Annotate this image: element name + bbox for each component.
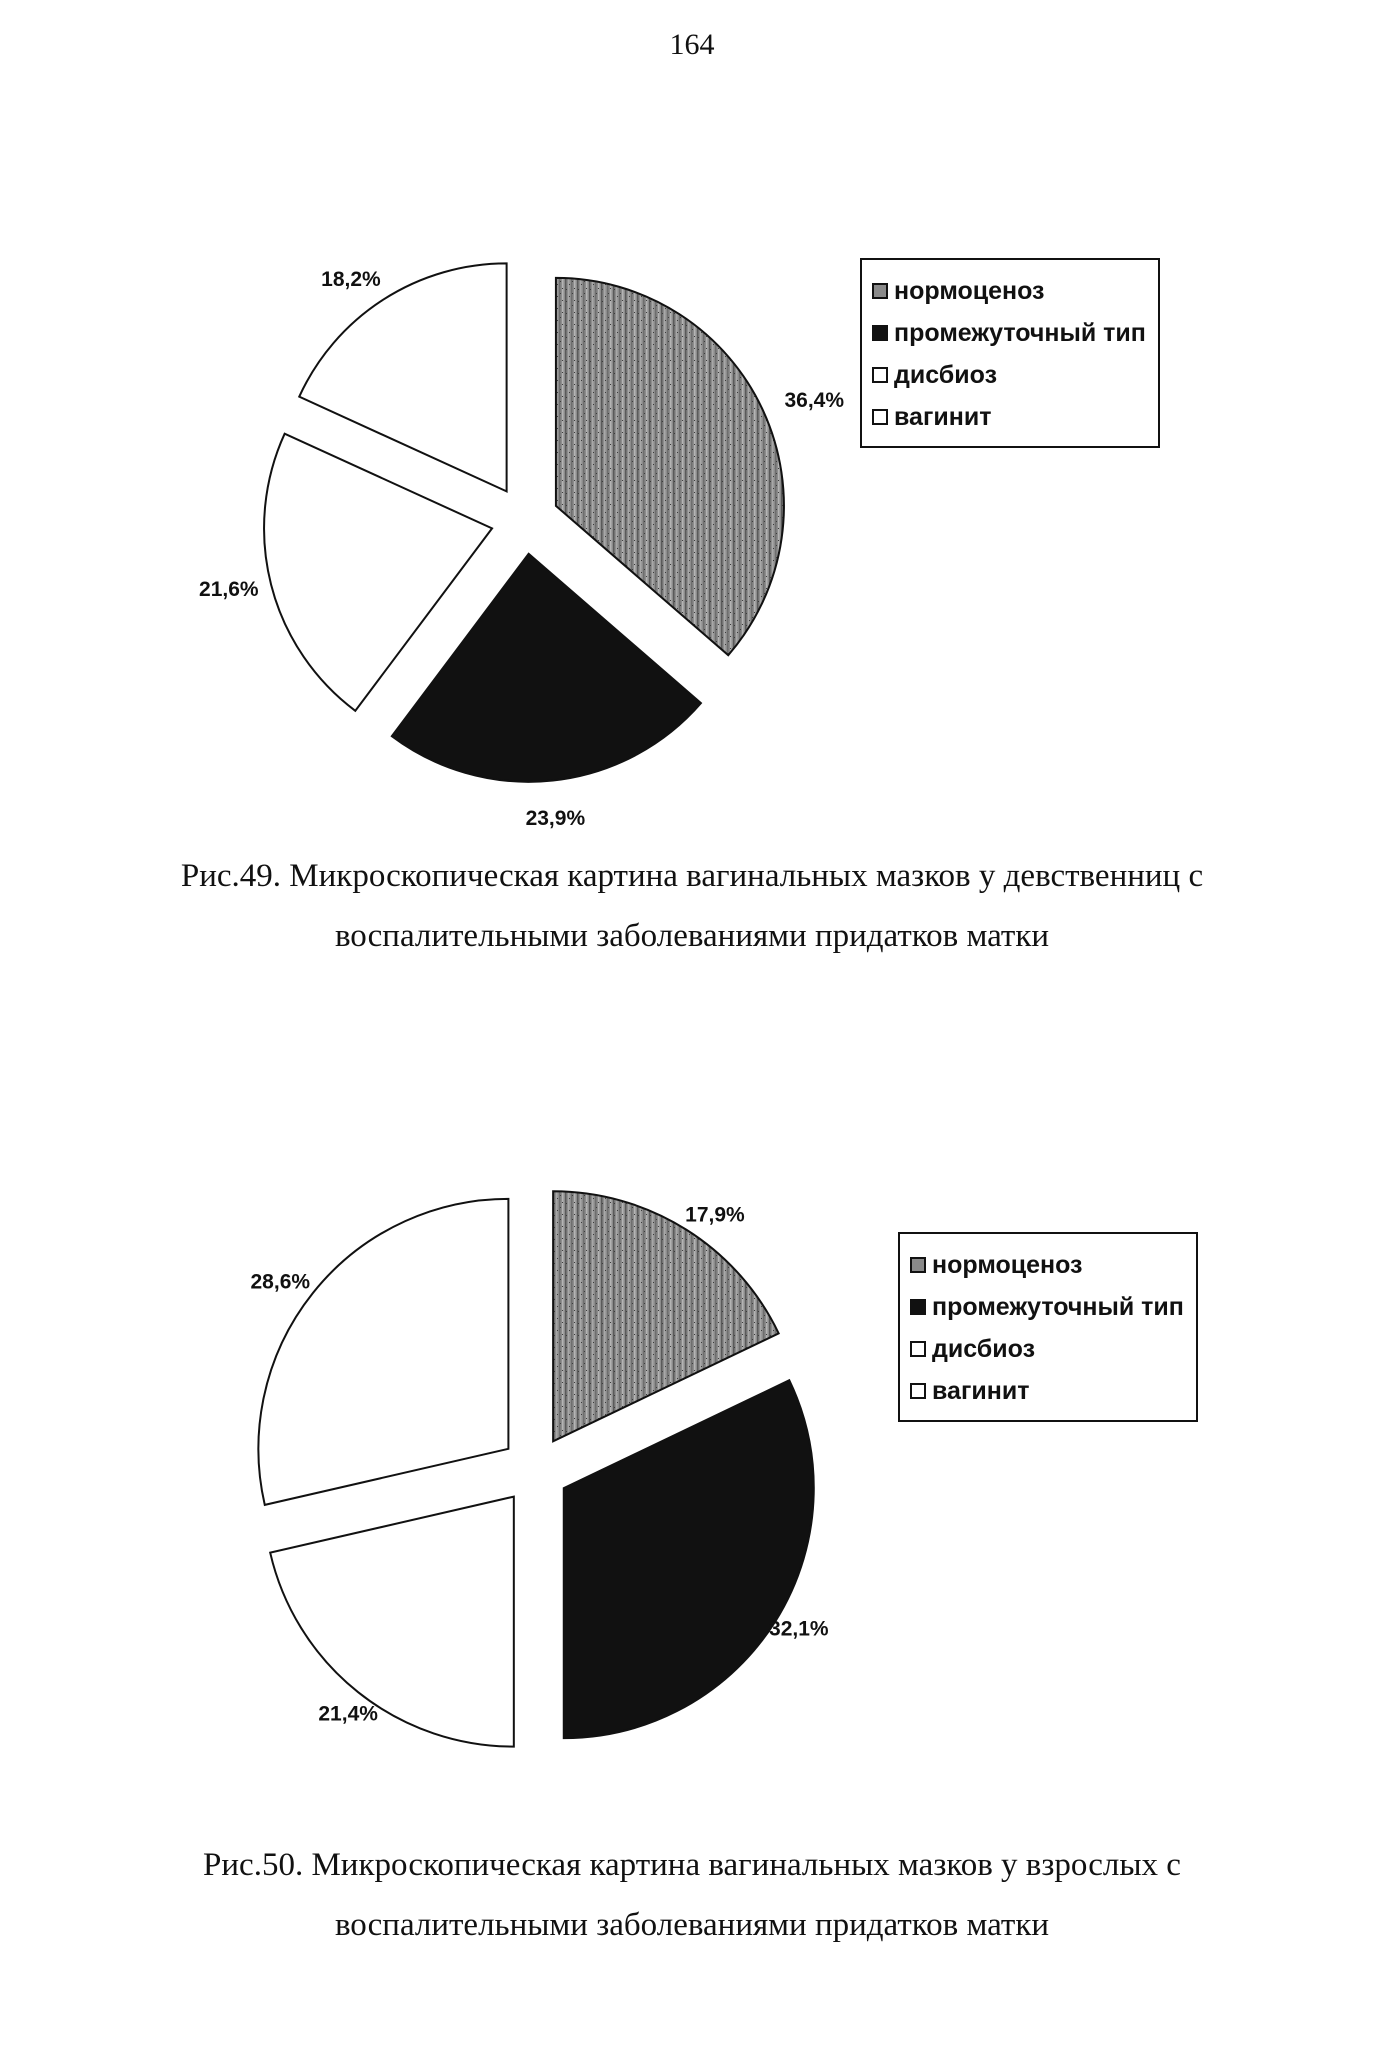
pie-label-normocenosis: 17,9% <box>685 1203 745 1227</box>
pie-chart-1 <box>0 190 1384 830</box>
legend-item-dysbiosis <box>872 354 1146 396</box>
legend-swatch-gray <box>910 1257 926 1273</box>
caption-2-line-2: воспалительными заболеваниями придатков матки <box>334 1907 1050 1943</box>
pie-label-dysbiosis: 21,6% <box>199 577 259 601</box>
legend-label: дисбиоз <box>894 361 997 389</box>
legend-label: промежуточный тип <box>894 319 1146 347</box>
legend-swatch-gray <box>872 283 888 299</box>
pie-chart-2 <box>0 1140 1384 1790</box>
pie-label-normocenosis: 36,4% <box>784 389 845 413</box>
pie-slice-dysbiosis <box>270 1497 514 1747</box>
pie-label-intermediate: 23,9% <box>525 806 586 830</box>
caption-2 <box>0 1835 1384 1955</box>
legend-label: вагинит <box>932 1377 1030 1405</box>
pie-slice-intermediate <box>564 1380 814 1738</box>
pie-label-dysbiosis: 21,4% <box>318 1702 378 1726</box>
legend-swatch-white <box>910 1341 926 1357</box>
legend-item-normocenosis <box>872 270 1146 312</box>
legend-1 <box>860 258 1160 448</box>
legend-label: дисбиоз <box>932 1335 1035 1363</box>
pie-label-vaginitis: 28,6% <box>250 1270 311 1294</box>
caption-1-line-2: воспалительными заболеваниями придатков матки <box>334 918 1050 954</box>
caption-1-line-1: Рис.49. Микроскопическая картина вагинальных мазков у девственниц с <box>180 858 1204 894</box>
legend-label: нормоценоз <box>932 1251 1083 1279</box>
legend-item-intermediate <box>872 312 1146 354</box>
legend-item-normocenosis <box>910 1244 1184 1286</box>
caption-1 <box>0 846 1384 966</box>
legend-swatch-black <box>910 1299 926 1315</box>
legend-item-dysbiosis <box>910 1328 1184 1370</box>
legend-item-vaginitis <box>872 396 1146 438</box>
legend-swatch-white <box>872 409 888 425</box>
pie-chart-1-svg <box>0 190 1384 830</box>
legend-swatch-white <box>910 1383 926 1399</box>
caption-2-line-1: Рис.50. Микроскопическая картина вагинальных мазков у взрослых с <box>203 1847 1181 1883</box>
legend-swatch-white <box>872 367 888 383</box>
pie-label-intermediate: 32,1% <box>769 1617 829 1641</box>
pie-slice-normocenosis <box>556 278 784 655</box>
pie-label-vaginitis: 18,2% <box>321 267 381 291</box>
legend-label: нормоценоз <box>894 277 1045 305</box>
legend-2 <box>898 1232 1198 1422</box>
legend-swatch-black <box>872 325 888 341</box>
legend-item-vaginitis <box>910 1370 1184 1412</box>
legend-label: промежуточный тип <box>932 1293 1184 1321</box>
legend-item-intermediate <box>910 1286 1184 1328</box>
page-number: 164 <box>669 28 715 61</box>
pie-slice-vaginitis <box>258 1199 508 1505</box>
legend-label: вагинит <box>894 403 992 431</box>
